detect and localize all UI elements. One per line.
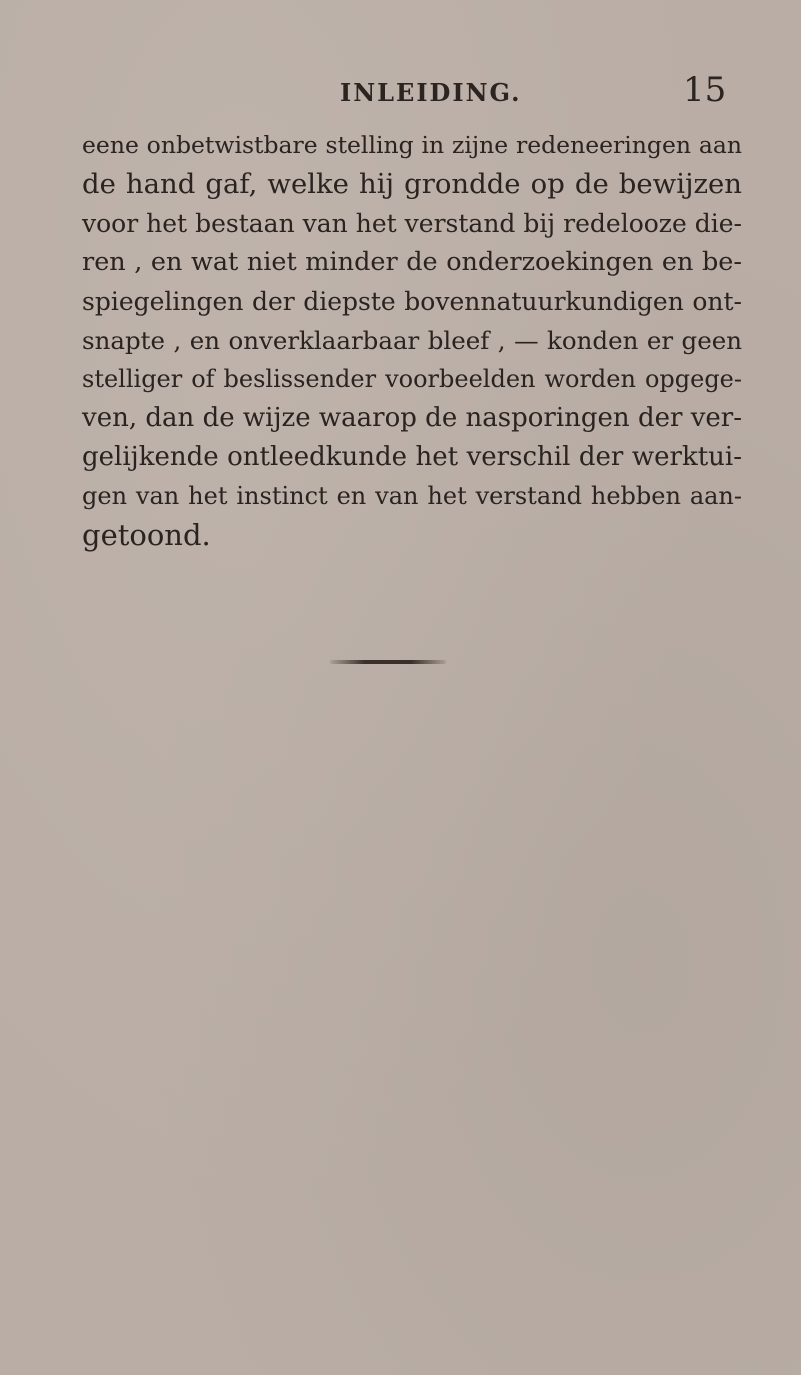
text-line: de hand gaf, welke hij grondde op de bewijzen <box>82 168 742 200</box>
text-line: getoond. <box>82 518 211 552</box>
text-line: eene onbetwistbare stelling in zijne redeneeringen aan <box>82 131 742 159</box>
text-line: ven, dan de wijze waarop de nasporingen der ver- <box>82 403 742 433</box>
running-head: INLEIDING. <box>340 78 522 107</box>
text-line: snapte , en onverklaarbaar bleef , — konden er geen <box>82 326 742 355</box>
text-line: gen van het instinct en van het verstand hebben aan- <box>82 482 742 510</box>
body-paragraph <box>82 126 742 555</box>
text-line: gelijkende ontleedkunde het verschil der werktui- <box>82 442 742 472</box>
section-divider-ornament <box>330 660 446 664</box>
text-line: ren , en wat niet minder de onderzoekingen en be- <box>82 247 742 277</box>
text-line: voor het bestaan van het verstand bij redelooze die- <box>82 209 742 238</box>
text-line: spiegelingen der diepste bovennatuurkundigen ont- <box>82 287 742 316</box>
page-number: 15 <box>683 70 727 110</box>
text-line: stelliger of beslissender voorbeelden worden opgege- <box>82 365 742 393</box>
